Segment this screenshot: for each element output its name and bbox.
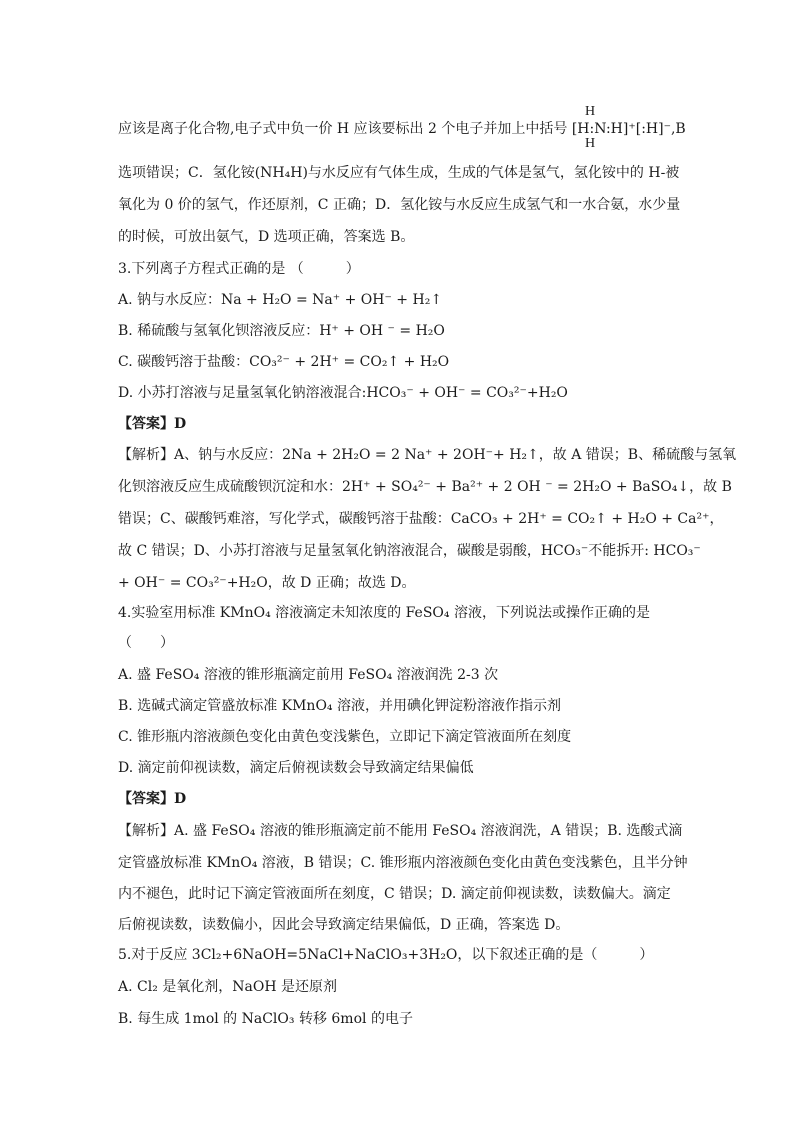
question-stem: 3.下列离子方程式正确的是 （ ） [118, 261, 360, 277]
analysis-line: 【解析】A. 盛 FeSO₄ 溶液的锥形瓶滴定前不能用 FeSO₄ 溶液润洗，A 错误；B. 选酸式滴 [118, 823, 683, 839]
option-b: B. 选碱式滴定管盛放标准 KMnO₄ 溶液，并用碘化钾淀粉溶液作指示剂 [118, 698, 561, 714]
option-b: B. 稀硫酸与氢氧化钡溶液反应：H⁺ + OH ⁻ = H₂O [118, 323, 445, 339]
paragraph-line: 的时候，可放出氨气，D 选项正确，答案选 B。 [118, 229, 415, 245]
question-stem: 4.实验室用标准 KMnO₄ 溶液滴定未知浓度的 FeSO₄ 溶液，下列说法或操作正确的是 [118, 605, 650, 621]
option-c: C. 碳酸钙溶于盐酸：CO₃²⁻ + 2H⁺ = CO₂↑ + H₂O [118, 354, 450, 370]
option-d: D. 小苏打溶液与足量氢氧化钠溶液混合:HCO₃⁻ + OH⁻ = CO₃²⁻+H₂O [118, 385, 568, 401]
lewis-bottom-h: H [585, 136, 596, 151]
analysis-line: 【解析】A、钠与水反应：2Na + 2H₂O = 2 Na⁺ + 2OH⁻+ H₂↑，故 A 错误；B、稀硫酸与氢氧 [118, 447, 737, 463]
paragraph-line: 氧化为 0 价的氢气，作还原剂，C 正确；D．氢化铵与水反应生成氢气和一水合氨，水少量 [118, 197, 681, 213]
question-stem: 5.对于反应 3Cl₂+6NaOH=5NaCl+NaClO₃+3H₂O，以下叙述正确的是（ ） [118, 947, 654, 963]
analysis-line: 内不褪色，此时记下滴定管液面所在刻度，C 错误；D. 滴定前仰视读数，读数偏大。滴定 [118, 886, 671, 902]
option-b: B. 每生成 1mol 的 NaClO₃ 转移 6mol 的电子 [118, 1011, 413, 1027]
analysis-line: 后俯视读数，读数偏小，因此会导致滴定结果偏低，D 正确，答案选 D。 [118, 917, 570, 933]
option-d: D. 滴定前仰视读数，滴定后俯视读数会导致滴定结果偏低 [118, 760, 474, 776]
analysis-line: + OH⁻ = CO₃²⁻+H₂O，故 D 正确；故选 D。 [118, 575, 416, 591]
analysis-line: 定管盛放标准 KMnO₄ 溶液，B 错误；C. 锥形瓶内溶液颜色变化由黄色变浅紫色，且半分钟 [118, 855, 688, 871]
option-a: A. 盛 FeSO₄ 溶液的锥形瓶滴定前用 FeSO₄ 溶液润洗 2-3 次 [118, 667, 499, 683]
option-c: C. 锥形瓶内溶液颜色变化由黄色变浅紫色，立即记下滴定管液面所在刻度 [118, 729, 572, 745]
answer-label: 【答案】D [118, 416, 187, 432]
lewis-top-h: H [585, 104, 596, 119]
option-a: A. Cl₂ 是氧化剂，NaOH 是还原剂 [118, 979, 337, 995]
analysis-line: 故 C 错误；D、小苏打溶液与足量氢氧化钠溶液混合，碳酸是弱酸，HCO₃⁻不能拆开: HCO₃⁻ [118, 543, 701, 559]
answer-label: 【答案】D [118, 791, 187, 807]
analysis-line: 错误；C、碳酸钙难溶，写化学式，碳酸钙溶于盐酸：CaCO₃ + 2H⁺ = CO₂↑ + H₂O + Ca²⁺， [118, 511, 724, 527]
analysis-line: 化钡溶液反应生成硫酸钡沉淀和水：2H⁺ + SO₄²⁻ + Ba²⁺ + 2 OH ⁻ = 2H₂O + BaSO₄↓，故 B [118, 479, 732, 495]
question-bracket: （ ） [118, 635, 174, 651]
paragraph-line: 选项错误；C．氢化铵(NH₄H)与水反应有气体生成，生成的气体是氢气，氢化铵中的 H-被 [118, 165, 680, 181]
option-a: A. 钠与水反应：Na + H₂O = Na⁺ + OH⁻ + H₂↑ [118, 292, 443, 308]
paragraph-line: 应该是离子化合物,电子式中负一价 H 应该要标出 2 个电子并加上中括号 [H:N:H]⁺[:H]⁻,B [118, 121, 686, 137]
